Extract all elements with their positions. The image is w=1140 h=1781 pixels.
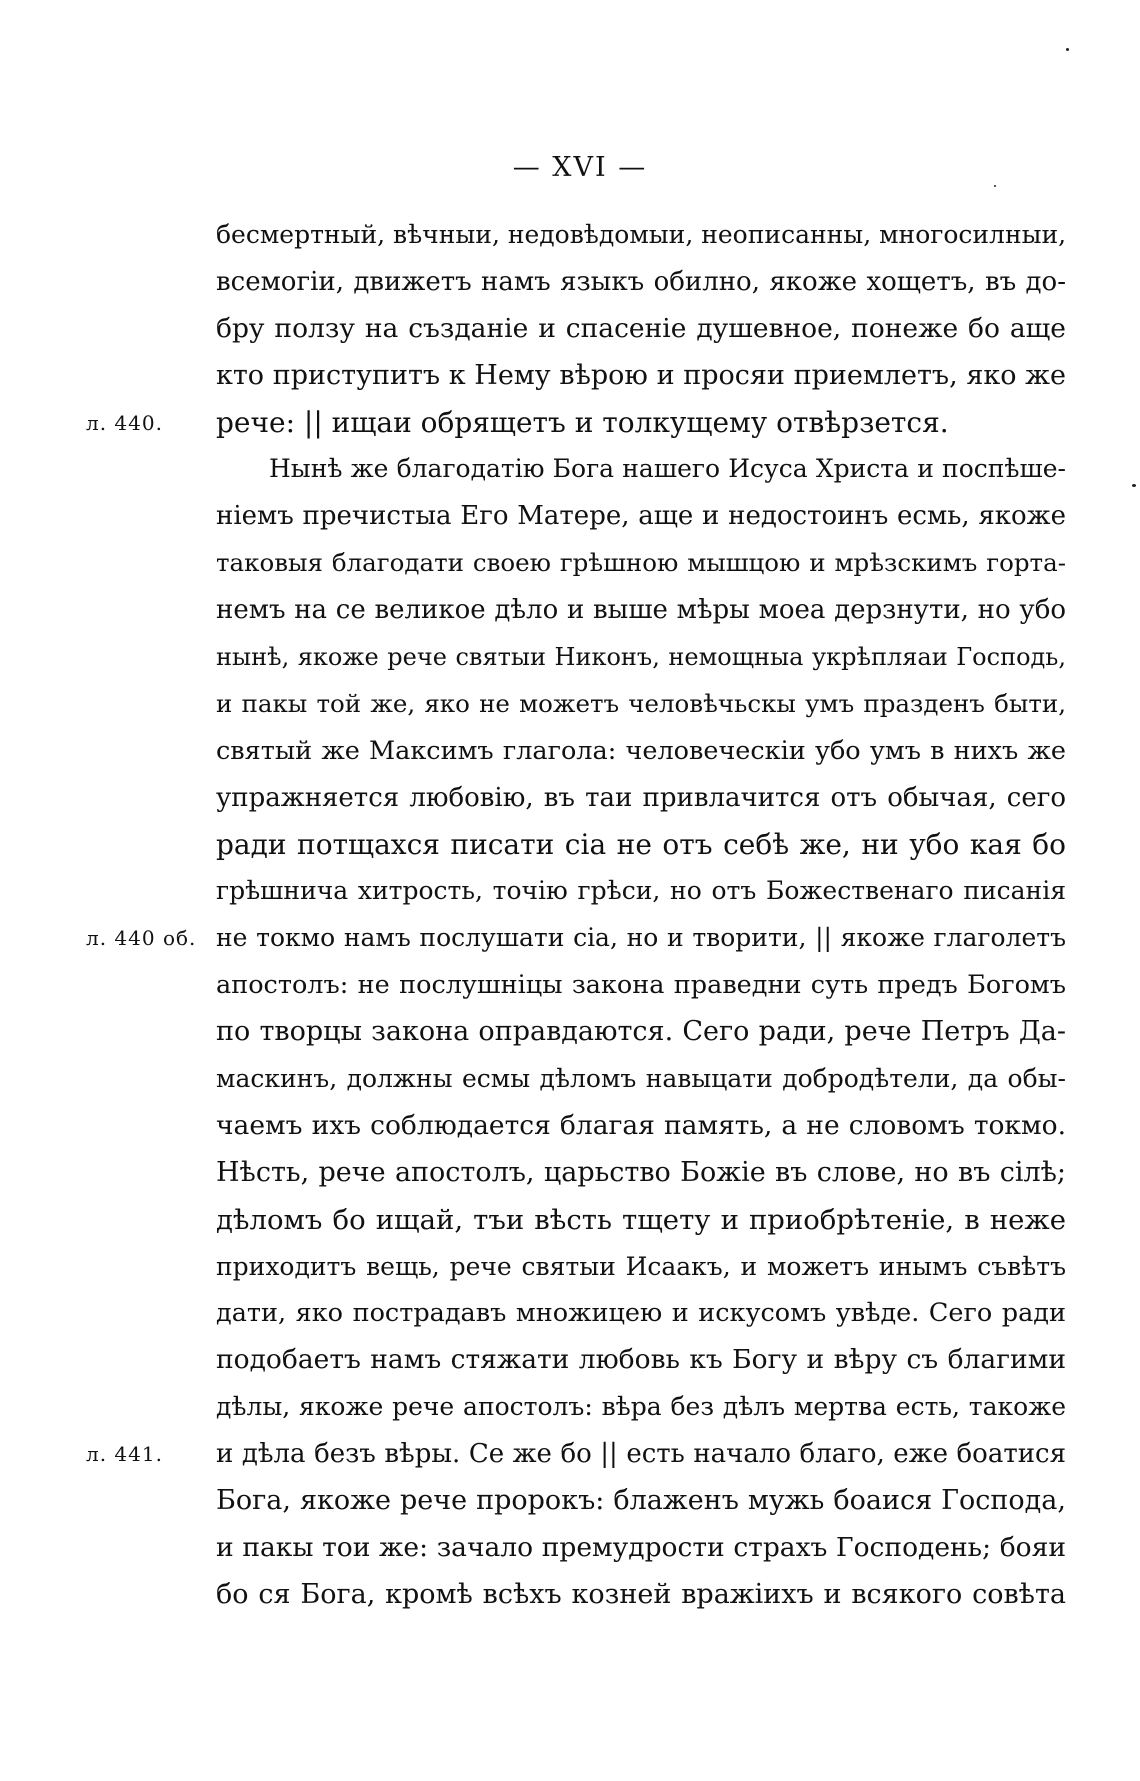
text-line-content: таковыя благодати своею грѣшною мышцою и мрѣзскимъ горта- — [216, 548, 1066, 578]
text-line — [216, 822, 1066, 869]
text-line — [216, 1337, 1066, 1384]
folio-margin-note: л. 441. — [86, 1442, 163, 1467]
text-line — [216, 493, 1066, 540]
folio-margin-note: л. 440 об. — [86, 926, 197, 951]
text-line — [216, 353, 1066, 400]
text-line — [216, 540, 1066, 587]
text-line-content: немъ на се великое дѣло и выше мѣры моеа дерзнути, но убо — [216, 595, 1066, 626]
text-line-content: и пакы той же, яко не можетъ человѣчьскы умъ празденъ быти, — [216, 688, 1066, 718]
text-line — [216, 446, 1066, 493]
paper-speck — [1132, 484, 1136, 487]
text-line — [216, 962, 1066, 1009]
text-line — [216, 681, 1066, 728]
text-line-content: кто приступитъ к Нему вѣрою и просяи приемлетъ, яко же — [216, 359, 1066, 391]
text-line-content: нынѣ, якоже рече святыи Никонъ, немощныа укрѣпляаи Господь, — [216, 643, 1066, 672]
text-line — [216, 868, 1066, 915]
text-line — [216, 1525, 1066, 1572]
text-line — [216, 1572, 1066, 1619]
text-line-content: всемогіи, движетъ намъ языкъ обилно, якоже хощетъ, въ до- — [216, 266, 1066, 297]
text-line-content: дѣлы, якоже рече апостолъ: вѣра без дѣлъ мертва есть, такоже — [216, 1392, 1066, 1422]
text-line — [216, 634, 1066, 681]
text-line-content: апостолъ: не послушніцы закона праведни суть предъ Богомъ — [216, 970, 1066, 1001]
text-line-content: подобаетъ намъ стяжати любовь къ Богу и вѣру съ благими — [216, 1344, 1066, 1376]
text-line — [216, 1384, 1066, 1431]
paper-speck — [1066, 48, 1069, 51]
text-line — [216, 1244, 1066, 1291]
text-line — [216, 1103, 1066, 1150]
text-line-content: ради потщахся писати сіа не отъ себѣ же, ни убо кая бо — [216, 827, 1066, 861]
text-line — [86, 915, 1066, 962]
text-line — [216, 306, 1066, 353]
text-line — [216, 728, 1066, 775]
text-line-content: бо ся Бога, кромѣ всѣхъ козней вражіихъ и всякого совѣта — [216, 1578, 1066, 1610]
text-line-content: Нынѣ же благодатію Бога нашего Исуса Христа и поспѣше- — [269, 454, 1066, 484]
text-line-content: бру ползу на създаніе и спасеніе душевное, понеже бо аще — [216, 312, 1066, 344]
text-line-content: и пакы тои же: зачало премудрости страхъ Господень; бояи — [216, 1531, 1066, 1563]
text-line-content: рече: || ищаи обрящетъ и толкущему отвѣрзется. — [216, 405, 949, 439]
text-line-content: упражняется любовію, въ таи привлачится отъ обычая, сего — [216, 782, 1066, 813]
paper-speck — [994, 185, 996, 187]
text-line-content: приходитъ вещь, рече святыи Исаакъ, и можетъ инымъ съвѣтъ — [216, 1251, 1066, 1281]
text-line-content: дати, яко пострадавъ множицею и искусомъ увѣде. Сего ради — [216, 1298, 1066, 1329]
text-line-content: ніемъ пречистыа Его Матере, аще и недостоинъ есмь, якоже — [216, 501, 1066, 532]
text-line-content: и дѣла безъ вѣры. Се же бо || есть начало благо, еже боатися — [216, 1439, 1066, 1470]
text-line-content: по творцы закона оправдаются. Сего ради, рече Петръ Да- — [216, 1016, 1066, 1048]
text-line — [216, 1197, 1066, 1244]
text-line-content: Нѣсть, рече апостолъ, царьство Божіе въ слове, но въ сілѣ; — [216, 1156, 1066, 1188]
text-line — [216, 775, 1066, 822]
text-line-content: чаемъ ихъ соблюдается благая память, а не словомъ токмо. — [216, 1109, 1066, 1141]
text-line-content: грѣшнича хитрость, точію грѣси, но отъ Божественаго писанія — [216, 876, 1066, 906]
text-line-content: маскинъ, должны есмы дѣломъ навыцати добродѣтели, да обы- — [216, 1064, 1066, 1094]
text-line — [216, 259, 1066, 306]
text-line — [216, 1150, 1066, 1197]
text-line-content: святый же Максимъ глагола: человеческіи убо умъ в нихъ же — [216, 735, 1066, 766]
page-number: — XVI — — [512, 152, 648, 183]
text-line — [216, 212, 1066, 259]
text-line — [216, 1290, 1066, 1337]
text-line — [216, 1009, 1066, 1056]
text-line — [216, 587, 1066, 634]
text-line-content: не токмо намъ послушати сіа, но и творити, || якоже глаголетъ — [216, 923, 1066, 953]
text-line — [86, 1431, 1066, 1478]
text-line — [216, 1478, 1066, 1525]
text-line — [216, 1056, 1066, 1103]
text-line-content: бесмертный, вѣчныи, недовѣдомыи, неописанны, многосилныи, — [216, 220, 1067, 249]
text-line — [86, 400, 1066, 447]
main-text — [86, 212, 1067, 1619]
text-line-content: Бога, якоже рече пророкъ: блаженъ мужь боаися Господа, — [216, 1485, 1066, 1517]
text-line-content: дѣломъ бо ищай, тъи вѣсть тщету и приобрѣтеніе, в неже — [216, 1203, 1066, 1236]
folio-margin-note: л. 440. — [86, 410, 163, 435]
